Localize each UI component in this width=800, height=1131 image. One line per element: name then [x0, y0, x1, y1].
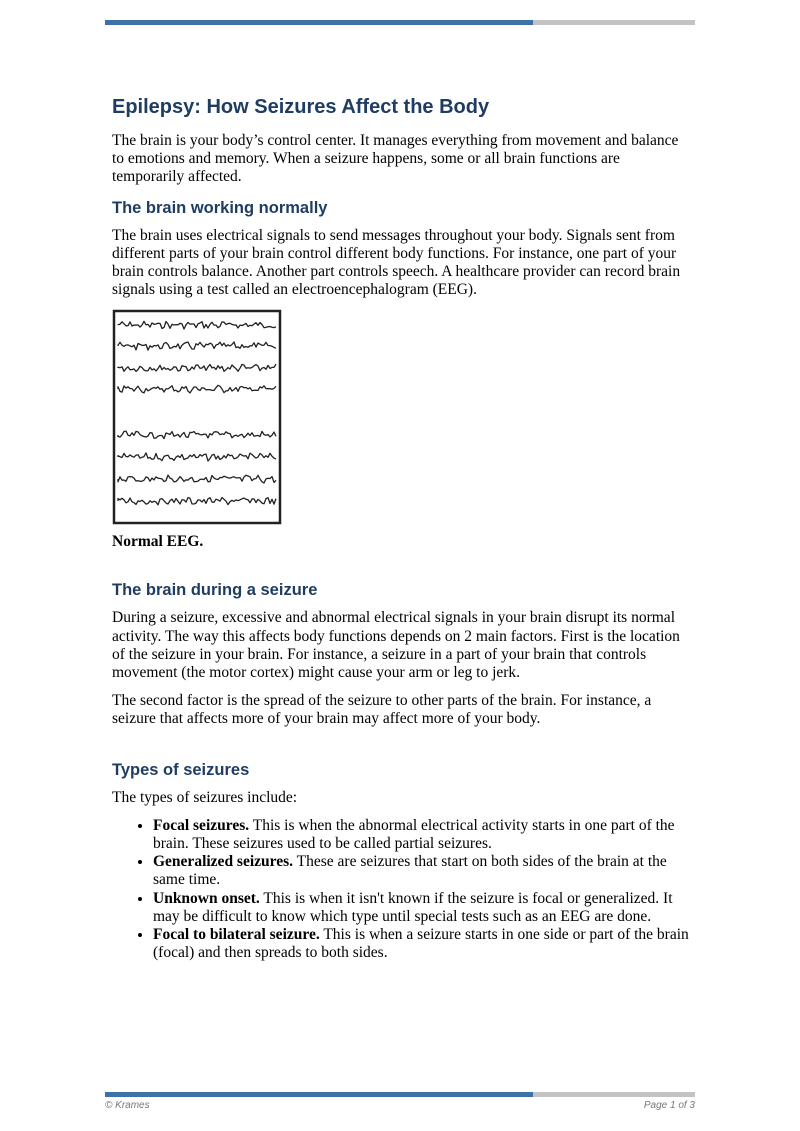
header-progress-bar	[105, 20, 695, 25]
section-heading-normal: The brain working normally	[112, 198, 328, 217]
section-normal-paragraph: The brain uses electrical signals to send messages throughout your body. Signals sent from different parts of your brain control different body functions. For instance, one part of your brain controls balance. Another part controls speech. A healthcare provider can record brain signals using a test called an electroencephalogram (EEG).	[112, 226, 681, 299]
list-item: • Generalized seizures. These are seizures that start on both sides of the brain at the same time.	[153, 853, 694, 889]
eeg-figure	[112, 309, 282, 525]
list-item: • Focal to bilateral seizure. This is when a seizure starts in one side or part of the brain (focal) and then spreads to both sides.	[153, 926, 694, 962]
page-title: Epilepsy: How Seizures Affect the Body	[112, 96, 490, 118]
types-intro: The types of seizures include:	[112, 788, 298, 806]
figure-caption: Normal EEG.	[112, 533, 204, 551]
section-seizure-paragraph-2: The second factor is the spread of the seizure to other parts of the brain. For instance, a seizure that affects more of your brain may affect more of your body.	[112, 692, 652, 728]
header-progress-fill	[105, 20, 533, 25]
list-item: • Unknown onset. This is when it isn't known if the seizure is focal or generalized. It may be difficult to know which type until special tests such as an EEG are done.	[153, 890, 694, 926]
footer-progress-fill	[105, 1092, 533, 1097]
document-body	[112, 94, 694, 962]
section-heading-types: Types of seizures	[112, 760, 250, 779]
section-heading-seizure: The brain during a seizure	[112, 581, 318, 600]
section-seizure-paragraph-1: During a seizure, excessive and abnormal electrical signals in your brain disrupt its normal activity. The way this affects body functions depends on 2 main factors. First is the location of the seizure in your brain. For instance, a seizure in a part of your brain that controls movement (the motor cortex) might cause your arm or leg to jerk.	[112, 609, 680, 682]
list-item: • Focal seizures. This is when the abnormal electrical activity starts in one part of the brain. These seizures used to be called partial seizures.	[153, 817, 694, 853]
footer-progress-bar	[105, 1092, 695, 1097]
intro-paragraph: The brain is your body’s control center. It manages everything from movement and balance to emotions and memory. When a seizure happens, some or all brain functions are temporarily affected.	[112, 132, 679, 186]
seizure-types-list	[112, 817, 694, 963]
footer-page-number: Page 1 of 3	[643, 1100, 695, 1111]
footer-copyright: © Krames	[105, 1100, 150, 1111]
eeg-frame	[114, 311, 280, 523]
